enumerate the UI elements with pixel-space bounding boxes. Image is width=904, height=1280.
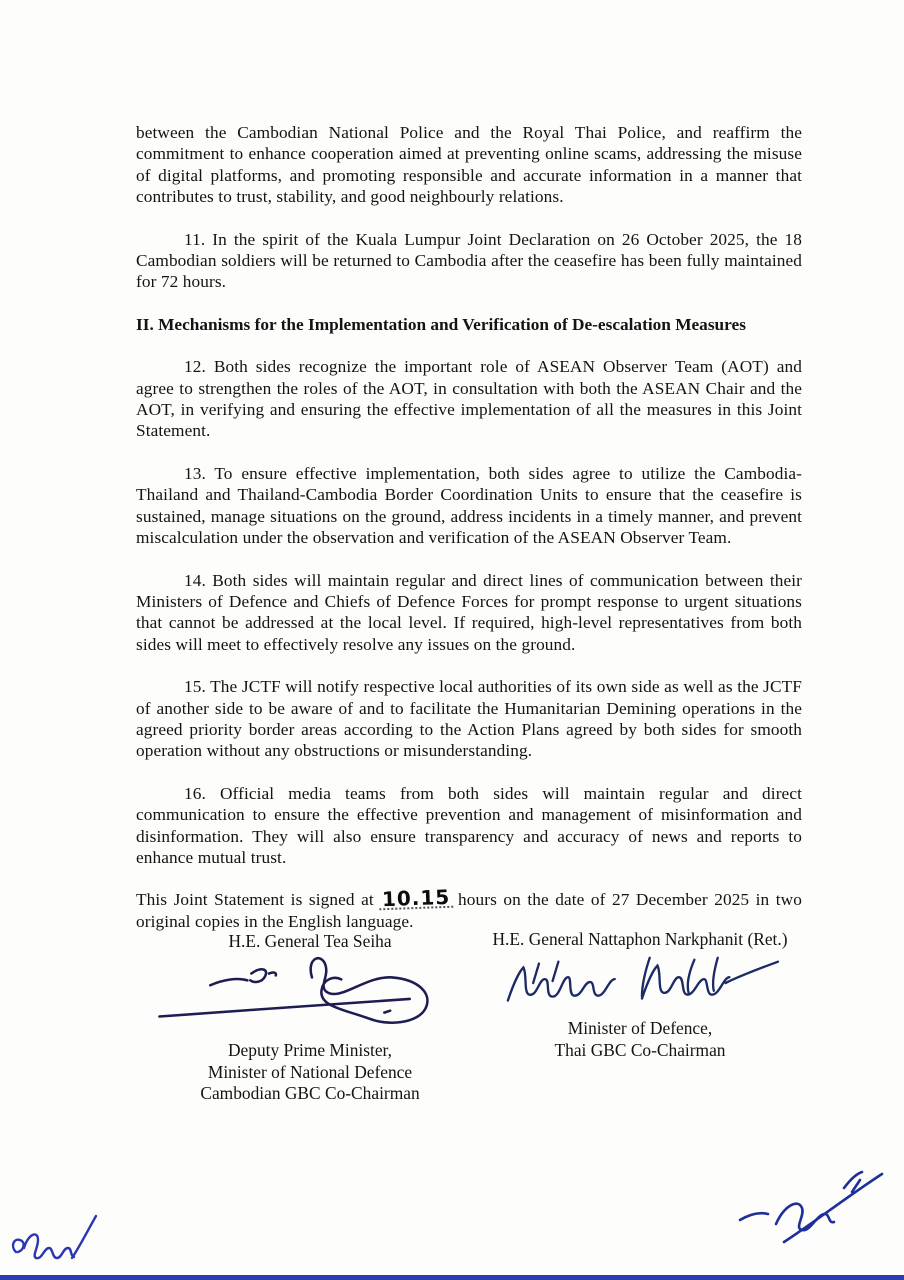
paragraph-16: 16. Official media teams from both sides will maintain regular and direct communication to ensure the effective prevention and management of misinformation and disinformation. They will also ensure transparency and accuracy of news and reports to enhance mutual trust. bbox=[136, 783, 802, 867]
paragraph-14: 14. Both sides will maintain regular and direct lines of communication between their Ministers of Defence and Chiefs of Defence Forces for prompt response to urgent situations that cannot be addressed at the local level. If required, high-level representatives from both sides will meet to effectively resolve any issues on the ground. bbox=[136, 570, 802, 654]
initials-bottom-left bbox=[8, 1202, 103, 1272]
closing-statement bbox=[136, 885, 802, 932]
tea-seiha-signature bbox=[150, 952, 470, 1040]
signatory-title-right-2: Thai GBC Co-Chairman bbox=[554, 1039, 726, 1060]
section-heading: II. Mechanisms for the Implementation and Verification of De-escalation Measures bbox=[136, 314, 746, 334]
paragraph-11: 11. In the spirit of the Kuala Lumpur Joint Declaration on 26 October 2025, the 18 Cambodian soldiers will be returned to Cambodia after the ceasefire has been fully maintained for 72 hours. bbox=[136, 229, 802, 292]
paragraph-13: 13. To ensure effective implementation, both sides agree to utilize the Cambodia-Thailand and Thailand-Cambodia Border Coordination Units to ensure that the ceasefire is sustained, manage situations on the ground, address incidents in a timely manner, and prevent miscalculation under the observation and verification of the ASEAN Observer Team. bbox=[136, 463, 802, 548]
signatory-title-left-2: Minister of National Defence bbox=[207, 1061, 413, 1082]
paragraph-continuation: between the Cambodian National Police and the Royal Thai Police, and reaffirm the commitment to enhance cooperation aimed at preventing online scams, addressing the misuse of digital platforms, and promoting responsible and accurate information in a manner that contributes to trust, stability, and good neighbourly relations. bbox=[136, 123, 802, 207]
closing-text-after: hours on the date of 27 December 2025 in two original copies in the English language. bbox=[136, 890, 802, 931]
signatory-block-cambodia bbox=[150, 930, 470, 1105]
handwritten-time: 10.15 bbox=[378, 890, 453, 911]
closing-text-before: This Joint Statement is signed at bbox=[136, 890, 374, 910]
signatory-title-right-1: Minister of Defence, bbox=[567, 1018, 713, 1038]
signatory-name-left: H.E. General Tea Seiha bbox=[228, 931, 392, 951]
body-text bbox=[136, 122, 802, 932]
nattaphon-signature bbox=[470, 950, 810, 1018]
paragraph-15: 15. The JCTF will notify respective local authorities of its own side as well as the JCTF of another side to be aware of and to facilitate the Humanitarian Demining operations in the agreed priority border areas according to the Action Plans agreed by both sides for smooth operation without any obstructions or misunderstanding. bbox=[136, 677, 802, 761]
signatory-title-left-1: Deputy Prime Minister, bbox=[227, 1040, 392, 1060]
signatory-block-thailand bbox=[468, 928, 812, 1061]
initials-bottom-right bbox=[732, 1158, 892, 1253]
paragraph-12: 12. Both sides recognize the important role of ASEAN Observer Team (AOT) and agree to strengthen the roles of the AOT, in consultation with both the ASEAN Chair and the AOT, in verifying and ensuring the effective implementation of all the measures in this Joint Statement. bbox=[136, 357, 802, 441]
closing-text bbox=[136, 885, 802, 932]
signatory-title-left-3: Cambodian GBC Co-Chairman bbox=[200, 1083, 420, 1104]
bottom-ink-line bbox=[0, 1275, 904, 1280]
signatory-name-right: H.E. General Nattaphon Narkphanit (Ret.) bbox=[492, 929, 788, 949]
